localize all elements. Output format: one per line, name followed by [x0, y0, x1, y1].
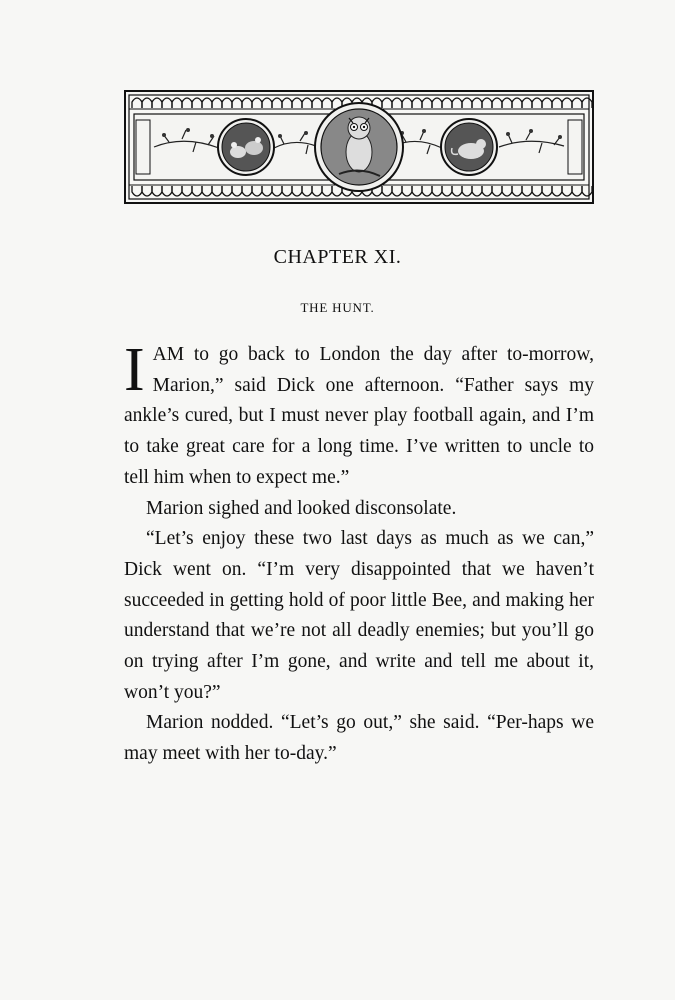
chapter-headpiece-ornament [124, 90, 594, 204]
paragraph: Marion sighed and looked disconsolate. [146, 497, 457, 519]
drop-cap: I [124, 336, 145, 404]
chapter-body [124, 336, 594, 770]
paragraph-text: AM to go back to London the day after to-morrow, Marion,” said Dick one afternoon. “Father says my ankle’s cured, but I must never play football again, and I’m to take great care for a long time. I’ve written to uncle to tell him when to expect me.” [124, 344, 594, 488]
paragraph [124, 336, 594, 494]
paragraph: “Let’s enjoy these two last days as much as we can,” Dick went on. “I’m very disappointed that we haven’t succeeded in getting hold of poor little Bee, and making her understand that we’re not all deadly enemies; but you’ll go on trying after I’m gone, and write and tell me about it, won’t you?” [124, 528, 594, 703]
paragraph: Marion nodded. “Let’s go out,” she said. “Per-haps we may meet with her to-day.” [124, 712, 594, 765]
chapter-subtitle: THE HUNT. [300, 300, 375, 315]
chapter-title: CHAPTER XI. [273, 246, 402, 268]
